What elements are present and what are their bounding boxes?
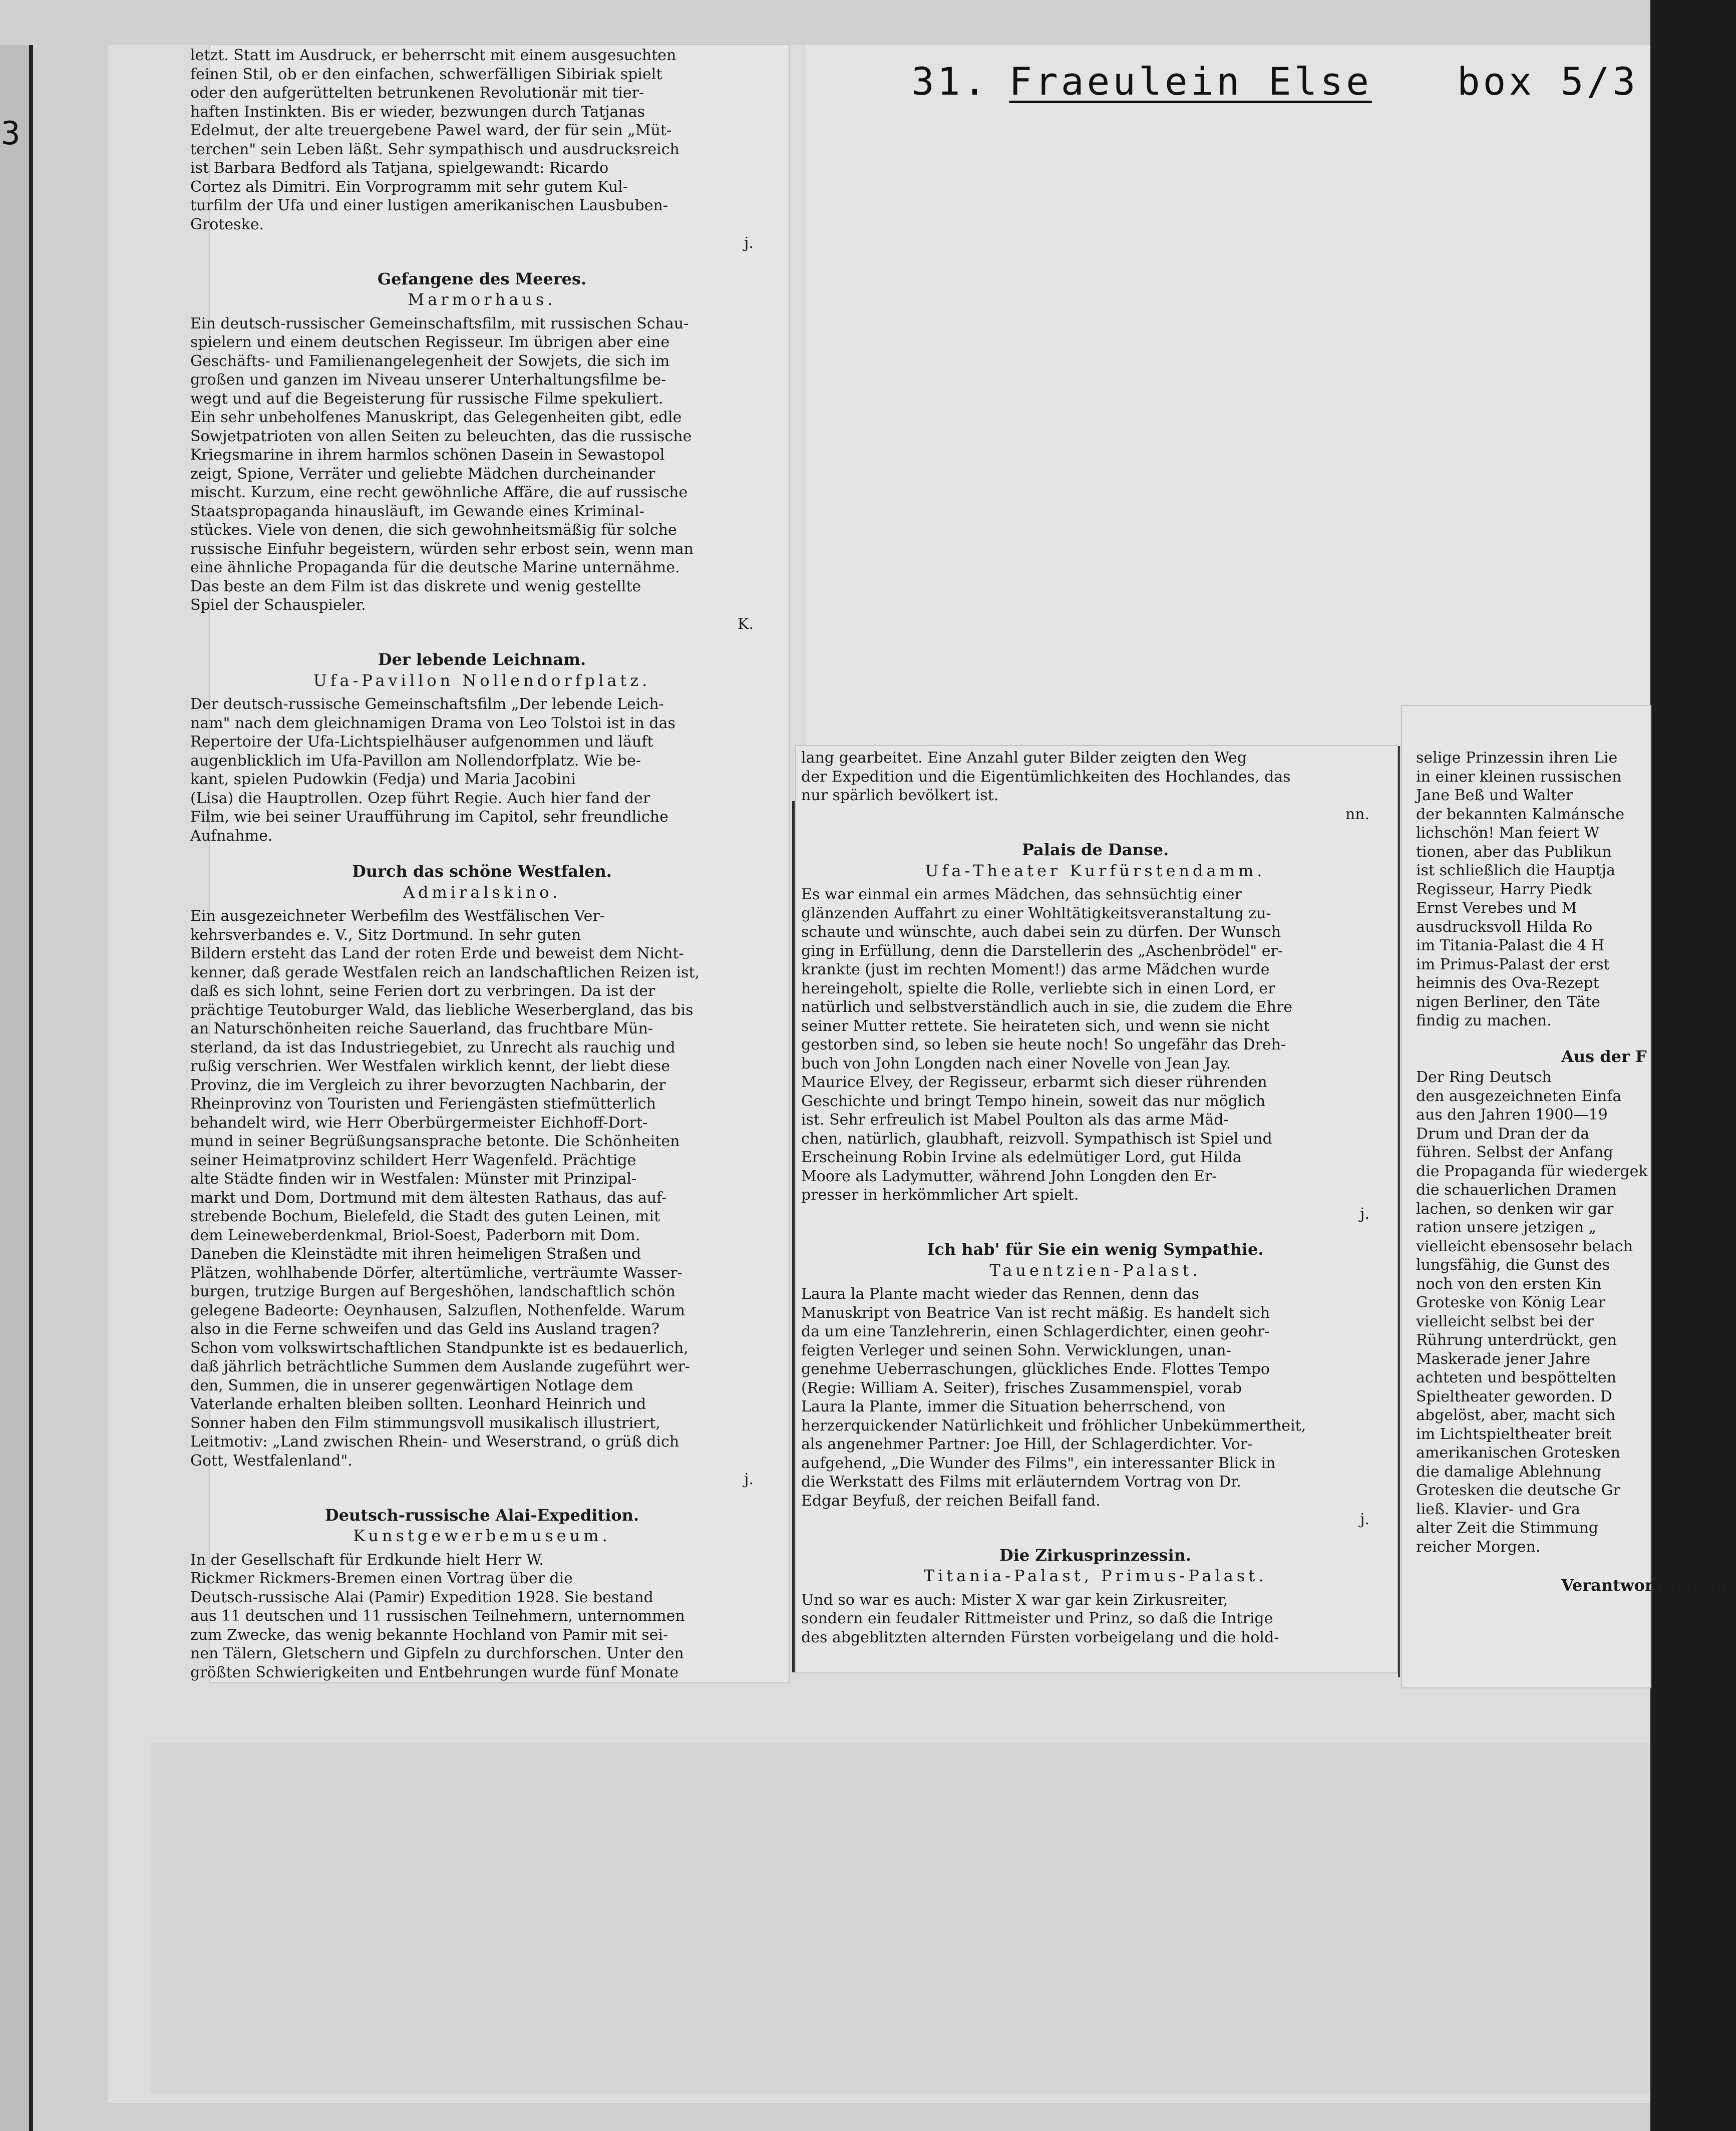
article-title: Gefangene des Meeres.	[377, 269, 587, 288]
article-sympathie: Ich hab' für Sie ein wenig Sympathie. Tauentzien-Palast. Laura la Plante macht wieder das Rennen, denn das Manuskript von Beatrice Van ist recht mäßig. Es handelt sich da um eine Tanzlehrerin, einen Schlagerdichter, einen geohr- feigten Verleger und seinen Sohn. Verwicklungen, unan- genehme Ueberraschungen, glückliches Ende. Flottes Tempo (Regie: William A. Seiter), frisches Zusammenspiel, vorab Laura la Plante, immer die Situation beherrschend, von herzerquickender Natürlichkeit und fröhlicher Unbekümmertheit, als angenehmer Partner: Joe Hill, der Schlagerdichter. Vor- aufgehend, „Die Wunder des Films", ein interessanter Blick in die Werkstatt des Films mit erläuterndem Vortrag von Dr. Edgar Beyfuß, der reichen Beifall fand. j.	[801, 1240, 1390, 1529]
signature: j.	[744, 234, 754, 252]
article-zirkusprinzessin: Die Zirkusprinzessin. Titania-Palast, Primus-Palast. Und so war es auch: Mister X war gar kein Zirkusreiter, sondern ein feudaler Rittmeister und Prinz, so daß die Intrige des abgeblitzten alternden Fürsten vorbeigelang und die hold-	[801, 1546, 1390, 1647]
signature: j.	[1360, 1511, 1369, 1528]
article-title: Der lebende Leichnam.	[378, 650, 586, 669]
article-leichnam: Der lebende Leichnam. Ufa-Pavillon Nollendorfplatz. Der deutsch-russische Gemeinschaftsfilm „Der lebende Leich- nam" nach dem gleichnamigen Drama von Leo Tolstoi ist in das Repertoire der Ufa-Lichtspielhäuser aufgenommen und läuft augenblicklich im Ufa-Pavillon am Nollendorfplatz. Wie be- kant, spielen Pudowkin (Fedja) und Maria Jacobini (Lisa) die Hauptrollen. Ozep führt Regie. Auch hier fand der Film, wie bei seiner Uraufführung im Capitol, sehr freundliche Aufnahme.	[190, 650, 774, 845]
intro-paragraph: letzt. Statt im Ausdruck, er beherrscht mit einem ausgesuchten feinen Stil, ob er den einfachen, schwerfälligen Sibiriak spielt oder den aufgerüttelten betrunkenen Revolutionär mit tier- haften Instinkten. Bis er wieder, bezwungen durch Tatjanas Edelmut, der alte treuergebene Pawel ward, der für sein „Müt- terchen" sein Leben läßt. Sehr sympathisch und ausdrucksreich ist Barbara Bedford als Tatjana, spielgewandt: Ricardo Cortez als Dimitri. Ein Vorprogramm mit sehr gutem Kul- turfilm der Ufa und einer lustigen amerikanischen Lausbuben- Groteske. j.	[190, 46, 774, 253]
article-title: Die Zirkusprinzessin.	[999, 1545, 1191, 1565]
article-title: Palais de Danse.	[1021, 840, 1169, 859]
column-rule	[792, 801, 795, 1672]
folder-number: 31.	[911, 59, 989, 104]
archive-header	[911, 59, 1638, 104]
article-westfalen: Durch das schöne Westfalen. Admiralskino. Ein ausgezeichneter Werbefilm des Westfälischen Ver- kehrsverbandes e. V., Sitz Dortmund. In sehr guten Bildern ersteht das Land der roten Erde und beweist dem Nicht- kenner, daß gerade Westfalen reich an landschaftlichen Reizen ist, daß es sich lohnt, seine Ferien dort zu verbringen. Da ist der prächtige Teutoburger Wald, das liebliche Weserbergland, das bis an Naturschönheiten reiche Sauerland, das fruchtbare Mün- sterland, da ist das Industriegebiet, zu Unrecht als rauchig und rußig verschrien. Wer Westfalen wirklich kennt, der liebt diese Provinz, die im Vergleich zu ihrer bevorzugten Nachbarin, der Rheinprovinz von Touristen und Feriengästen stiefmütterlich behandelt wird, wie Herr Oberbürgermeister Eichhoff-Dort- mund in seiner Begrüßungsansprache betonte. Die Schönheiten seiner Heimatprovinz schildert Herr Wagenfeld. Prächtige alte Städte finden wir in Westfalen: Münster mit Prinzipal- markt und Dom, Dortmund mit dem ältesten Rathaus, das auf- strebende Bochum, Bielefeld, die Stadt des guten Leinen, mit dem Leineweberdenkmal, Briol-Soest, Paderborn mit Dom. Daneben die Kleinstädte mit ihren heimeligen Straßen und Plätzen, wohlhabende Dörfer, altertümliche, verträumte Wasser- burgen, trutzige Burgen auf Bergeshöhen, landschaftlich schön gelegene Badeorte: Oeynhausen, Salzuflen, Nothenfelde. Warum also in die Ferne schweifen und das Geld ins Ausland tragen? Schon vom volkswirtschaftlichen Standpunkte ist es bedauerlich, daß jährlich beträchtliche Summen dem Auslande zugeführt wer- den, Summen, die in unserer gegenwärtigen Notlage dem Vaterlande erhalten bleiben sollten. Leonhard Heinrich und Sonner haben den Film stimmungsvoll musikalisch illustriert, Leitmotiv: „Land zwischen Rhein- und Weserstrand, o grüß dich Gott, Westfalenland". j.	[190, 862, 774, 1489]
folder-title: Fraeulein Else	[1009, 59, 1372, 104]
article-title: Durch das schöne Westfalen.	[352, 862, 612, 881]
signature: K.	[738, 615, 754, 633]
article-title: Ich hab' für Sie ein wenig Sympathie.	[927, 1240, 1264, 1259]
article-venue: Admiralskino.	[403, 882, 561, 902]
column-middle	[801, 749, 1390, 1647]
article-title: Aus der F	[1561, 1046, 1647, 1066]
article-venue: Marmorhaus.	[408, 290, 556, 309]
column-left	[190, 46, 774, 1682]
column-right	[1416, 749, 1736, 1597]
article-gefangene: Gefangene des Meeres. Marmorhaus. Ein deutsch-russischer Gemeinschaftsfilm, mit russischen Schau- spielern und einem deutschen Regisseur. Im übrigen aber eine Geschäfts- und Familienangelegenheit der Sowjets, die sich im großen und ganzen im Niveau unserer Unterhaltungsfilme be- wegt und auf die Begeisterung für russische Filme spekuliert. Ein sehr unbeholfenes Manuskript, das Gelegenheiten gibt, edle Sowjetpatrioten von allen Seiten zu beleuchten, das die russische Kriegsmarine in ihrem harmlos schönen Dasein in Sewastopol zeigt, Spione, Verräter und geliebte Mädchen durcheinander mischt. Kurzum, eine recht gewöhnliche Affäre, die auf russische Staatspropaganda hinausläuft, im Gewande eines Kriminal- stückes. Viele von denen, die sich gewohnheitsmäßig für solche russische Einfuhr begeistern, würden sehr erbost sein, wenn man eine ähnliche Propaganda für die deutsche Marine unternähme. Das beste an dem Film ist das diskrete und wenig gestellte Spiel der Schauspieler. K.	[190, 270, 774, 634]
previous-sheet-edge	[0, 45, 33, 2131]
article-alai-expedition: Deutsch-russische Alai-Expedition. Kunstgewerbemuseum. In der Gesellschaft für Erdkunde hielt Herr W. Rickmer Rickmers-Bremen einen Vortrag über die Deutsch-russische Alai (Pamir) Expedition 1928. Sie bestand aus 11 deutschen und 11 russischen Teilnehmern, unternommen zum Zwecke, das wenig bekannte Hochland von Pamir mit sei- nen Tälern, Gletschern und Gipfeln zu durchforschen. Unter den größten Schwierigkeiten und Entbehrungen wurde fünf Monate	[190, 1506, 774, 1682]
column-rule-right	[1398, 746, 1400, 1677]
article-palais-de-danse: Palais de Danse. Ufa-Theater Kurfürstendamm. Es war einmal ein armes Mädchen, das sehnsüchtig einer glänzenden Auffahrt zu einer Wohltätigkeitsveranstaltung zu- schaute und wünschte, auch dabei sein zu dürfen. Der Wunsch ging in Erfüllung, denn die Darstellerin des „Aschenbrödel" er- krankte (just im rechten Moment!) das arme Mädchen wurde hereingeholt, spielte die Rolle, verliebte sich in einen Lord, er natürlich und selbstverständlich auch in sie, die zudem die Ehre seiner Mutter rettete. Sie heirateten sich, und wenn sie nicht gestorben sind, so leben sie heute noch! So ungefähr das Dreh- buch von John Longden nach einer Novelle von Jean Jay. Maurice Elvey, der Regisseur, erbarmt sich dieser rührenden Geschichte und bringt Tempo hinein, soweit das nur möglich ist. Sehr erfreulich ist Mabel Poulton als das arme Mäd- chen, natürlich, glaubhaft, reizvoll. Sympathisch ist Spiel und Erscheinung Robin Irvine als edelmütiger Lord, gut Hilda Moore als Ladymutter, während John Longden den Er- presser in herkömmlicher Art spielt. j.	[801, 841, 1390, 1223]
intro-paragraph: lang gearbeitet. Eine Anzahl guter Bilder zeigten den Weg der Expedition und die Eigentümlichkeiten des Hochlandes, das nur spärlich bevölkert ist. nn.	[801, 749, 1390, 824]
blank-card-area	[806, 45, 1650, 746]
article-aus-der: Aus der F Der Ring Deutsch den ausgezeichneten Einfa aus den Jahren 1900—19 Drum und Dran der da führen. Selbst der Anfang die Propaganda für wiedergek die schauerlichen Dramen lachen, so denken wir gar ration unsere jetzigen „ vielleicht ebensosehr belach lungsfähig, die Gunst des noch von den ersten Kin Groteske von König Lear vielleicht selbst bei der Rührung unterdrückt, gen Maskerade jener Jahre achteten und bespöttelten Spieltheater geworden. D abgelöst, aber, macht sich im Lichtspieltheater breit amerikanischen Grotesken die damalige Ablehnung Grotesken die deutsche Gr ließ. Klavier- und Gra alter Zeit die Stimmung reicher Morgen.	[1416, 1046, 1648, 1556]
signature: nn.	[1345, 805, 1369, 823]
continued-paragraph: selige Prinzessin ihren Lie in einer kleinen russischen Jane Beß und Walter der bekannten Kalmánsche lichschön! Man feiert W tionen, aber das Publikun ist schließlich die Hauptja Regisseur, Harry Piedk Ernst Verebes und M ausdrucksvoll Hilda Ro im Titania-Palast die 4 H im Primus-Palast der erst heimnis des Ova-Rezept nigen Berliner, den Täte findig zu machen.	[1416, 749, 1624, 1029]
card-lower-area	[150, 1742, 1650, 2093]
signature: j.	[744, 1471, 754, 1488]
article-venue: Titania-Palast, Primus-Palast.	[923, 1566, 1267, 1585]
signature: j.	[1360, 1205, 1369, 1223]
previous-sheet-number: 3	[1, 115, 21, 152]
article-venue: Ufa-Pavillon Nollendorfplatz.	[313, 670, 651, 690]
box-label: box 5/3	[1457, 59, 1639, 104]
article-venue: Tauentzien-Palast.	[989, 1260, 1201, 1280]
responsible-editor-line: Verantwortlich: Ign	[1561, 1576, 1736, 1595]
article-venue: Ufa-Theater Kurfürstendamm.	[925, 861, 1266, 880]
article-title: Deutsch-russische Alai-Expedition.	[324, 1505, 639, 1525]
article-venue: Kunstgewerbemuseum.	[353, 1526, 611, 1545]
